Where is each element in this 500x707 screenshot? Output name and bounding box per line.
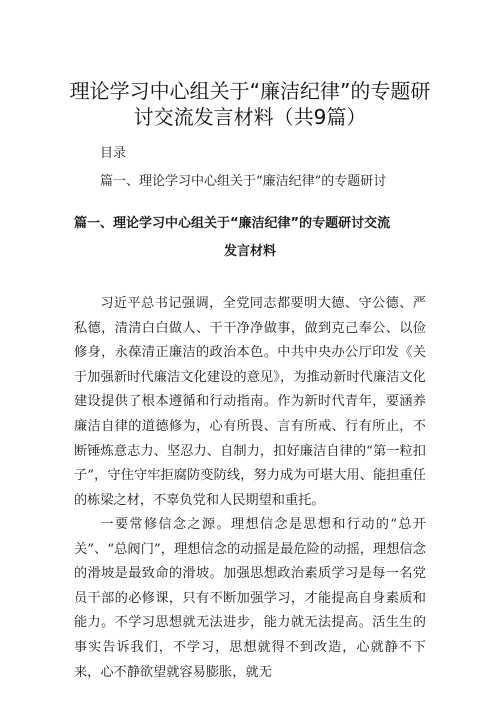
document-title-line-1: 理论学习中心组关于“廉洁纪律”的专题研 [69,79,431,103]
body-paragraph: 一要常修信念之源。理想信念是思想和行动的“总开关”、“总阀门”，理想信念的动摇是最危险的动摇，理想信念的滑坡是最致命的滑坡。加强思想政治素质学习是每一名党员干部的必修课，只有不断加强学习，才能提高自身素质和能力。不学习思想就无法进步，能力就无法提高。活生生的事实告诉我们，不学习，思想就得不到改造，心就静不下来，心不静欲望就容易膨胀，就无 [74,517,426,680]
toc-item: 篇一、理论学习中心组关于“廉洁纪律”的专题研讨 [100,174,387,189]
toc-heading: 目录 [100,146,127,161]
section-heading-line-2: 发言材料 [223,244,276,259]
section-heading-line-1: 篇一、理论学习中心组关于“廉洁纪律”的专题研讨交流 [74,216,391,231]
body-paragraph: 习近平总书记强调，全党同志都要明大德、守公德、严私德，清清白白做人、干干净净做事，做到克己奉公、以俭修身，永葆清正廉洁的政治本色。中共中央办公厅印发《关于加强新时代廉洁文化建设的意见》，为推动新时代廉洁文化建设提供了根本遵循和行动指南。作为新时代青年，要涵养廉洁自律的道德修为，心有所畏、言有所戒、行有所止，不断锤炼意志力、坚忍力、自制力，扣好廉洁自律的“第一粒扣子”，守住守牢拒腐防变防线，努力成为可堪大用、能担重任的栋梁之材，不辜负党和人民期望和重托。 [74,296,426,508]
document-title-line-2: 讨交流发言材料（共9篇） [133,105,367,129]
